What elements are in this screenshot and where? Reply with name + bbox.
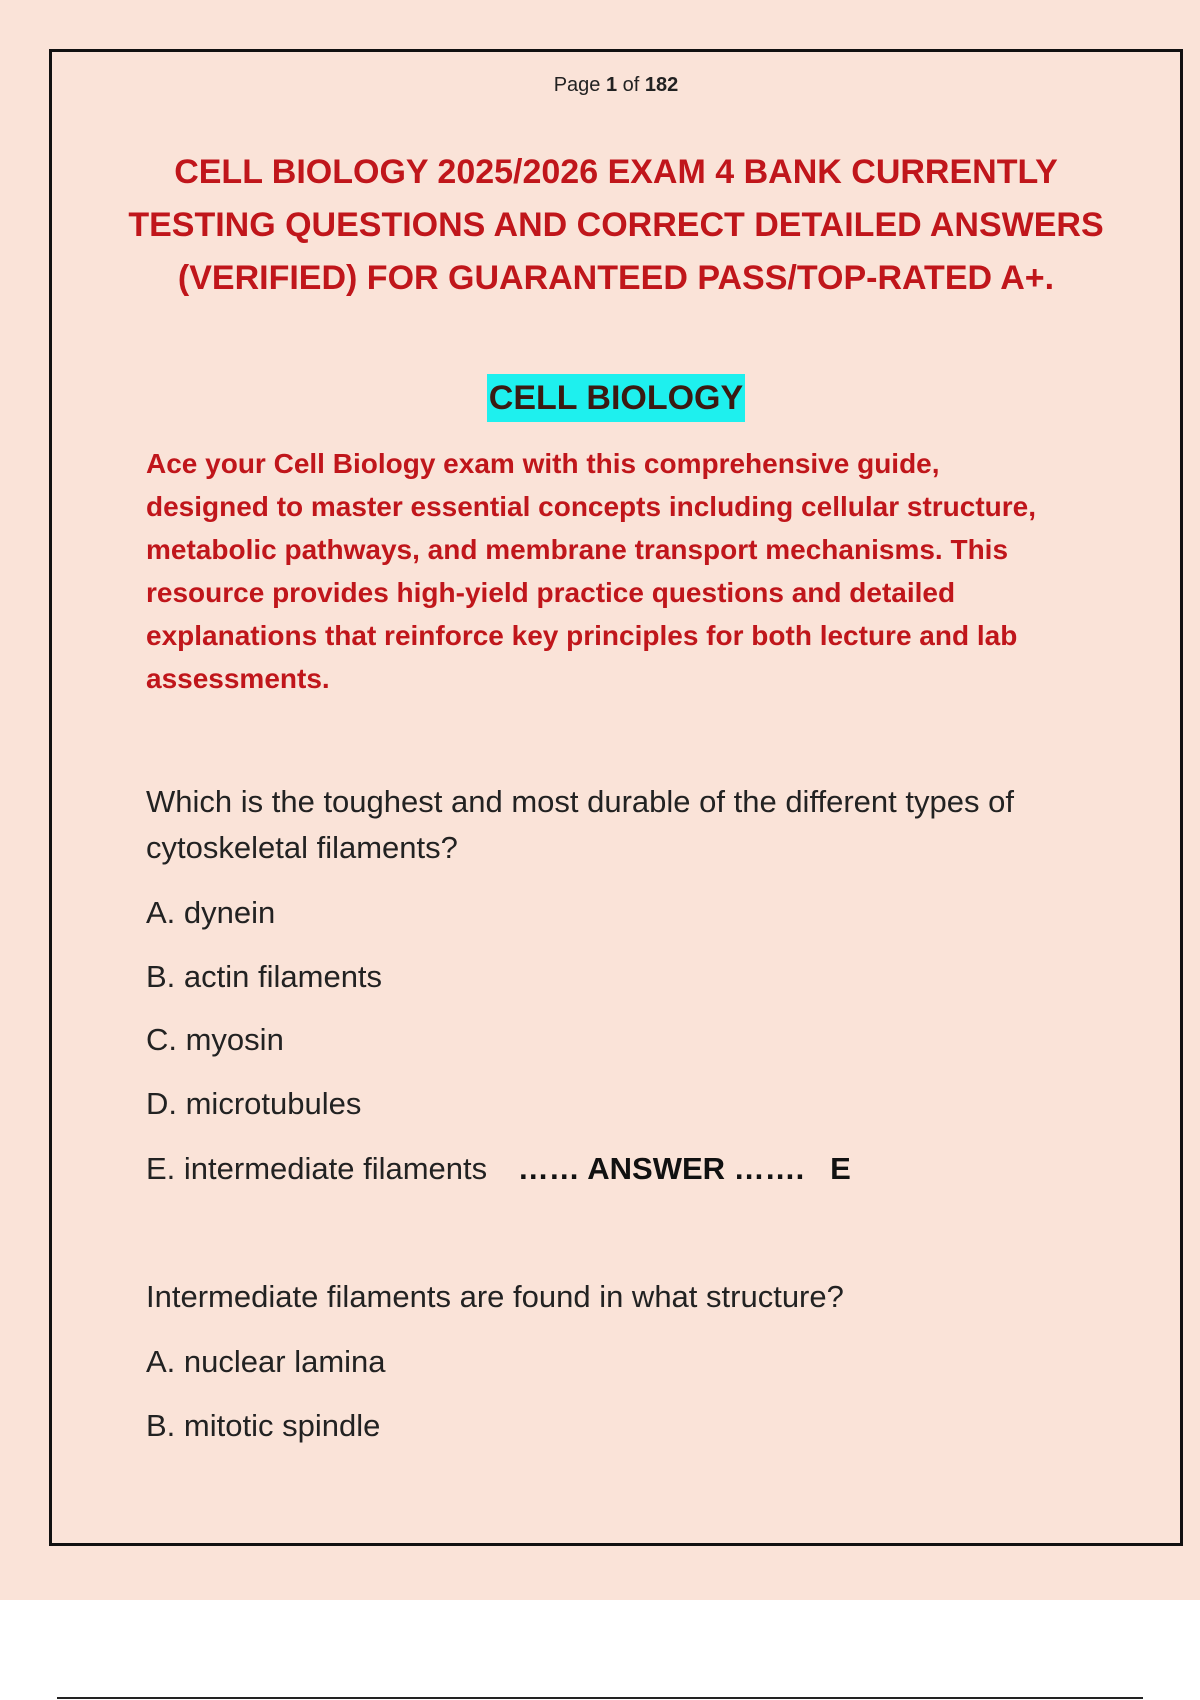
question-1-option-e-row xyxy=(146,1146,851,1192)
question-1-option-a: A. dynein xyxy=(146,895,276,930)
question-2-text: Intermediate filaments are found in what structure? xyxy=(146,1279,844,1314)
page-current: 1 xyxy=(605,74,618,96)
next-page-top-rule xyxy=(57,1697,1143,1699)
question-1-option-c: C. myosin xyxy=(146,1022,284,1057)
question-1-text: Which is the toughest and most durable of the different types of cytoskeletal filaments? xyxy=(146,784,1014,865)
intro-paragraph: Ace your Cell Biology exam with this comprehensive guide, designed to master essential concepts including cellular structure, metabolic pathways, and membrane transport mechanisms. This resource provides high-yield practice questions and detailed explanations that reinforce key principles for both lecture and lab assessments. xyxy=(146,448,1037,694)
question-1-answer: …… ANSWER ……. E xyxy=(517,1151,851,1186)
question-2-option-b: B. mitotic spindle xyxy=(146,1408,381,1443)
question-1-option-b: B. actin filaments xyxy=(146,959,383,994)
question-2-option-a: A. nuclear lamina xyxy=(146,1344,386,1379)
page-prefix: Page xyxy=(553,74,601,96)
page-indicator xyxy=(0,74,1200,97)
subject-label-wrap xyxy=(0,374,1200,422)
question-1-option-e: E. intermediate filaments xyxy=(146,1151,488,1186)
question-1-option-d: D. microtubules xyxy=(146,1086,362,1121)
page-total: 182 xyxy=(644,74,679,96)
document-title: CELL BIOLOGY 2025/2026 EXAM 4 BANK CURRENTLY TESTING QUESTIONS AND CORRECT DETAILED ANSWERS (VERIFIED) FOR GUARANTEED PASS/TOP-RATED A+. xyxy=(128,153,1104,297)
subject-label: CELL BIOLOGY xyxy=(487,374,745,422)
page-of: of xyxy=(622,74,640,96)
